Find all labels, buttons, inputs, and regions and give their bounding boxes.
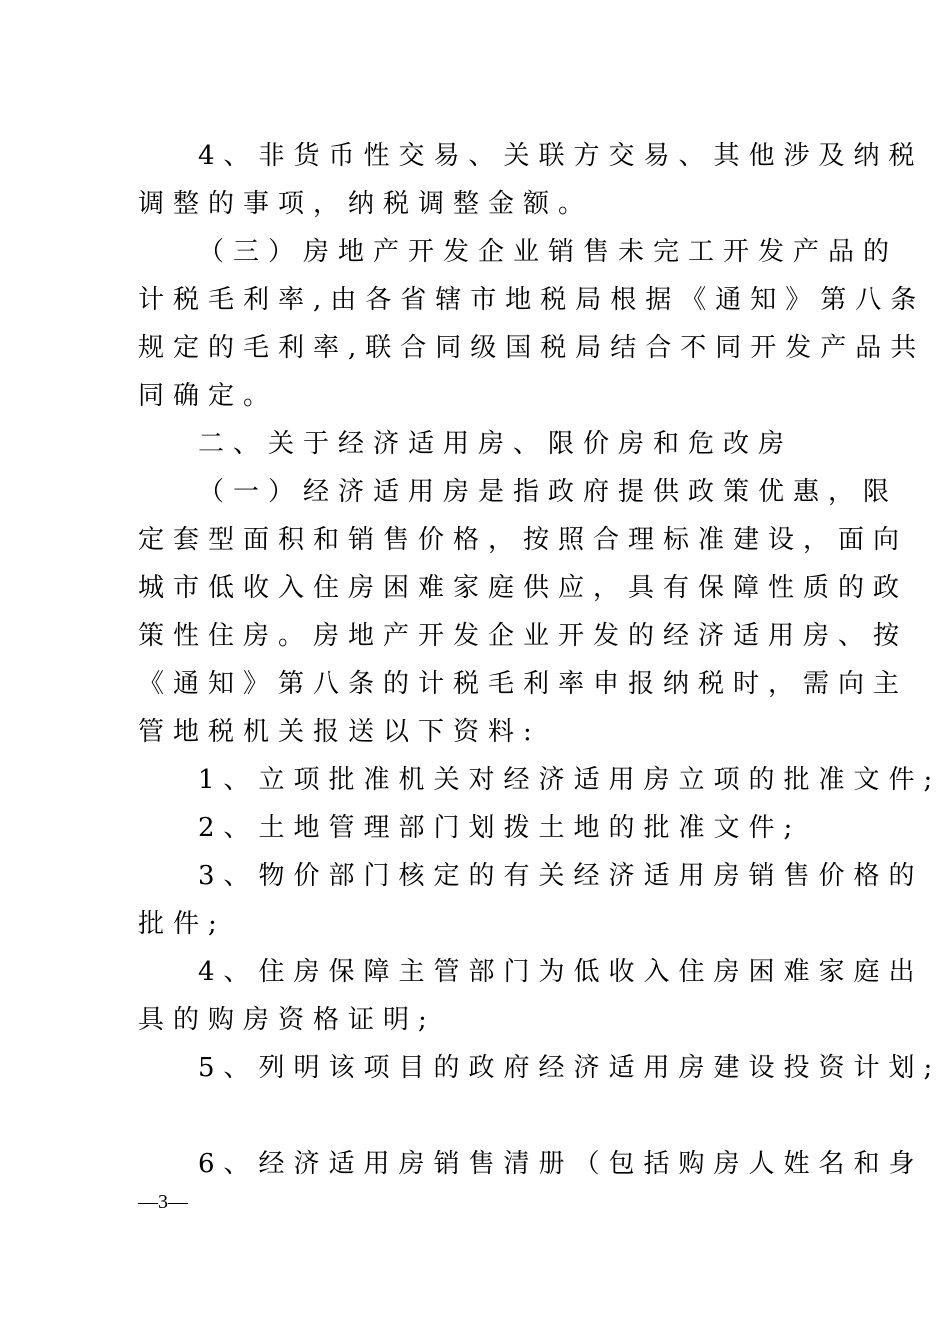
section-heading: 二、关于经济适用房、限价房和危改房 [198, 429, 794, 459]
list-item-1: 1、立项批准机关对经济适用房立项的批准文件; [198, 765, 942, 795]
list-item-3-cont: 批件; [138, 909, 226, 939]
text-line-11: 策性住房。房地产开发企业开发的经济适用房、按 [138, 621, 909, 651]
text-line-8: （一）经济适用房是指政府提供政策优惠，限 [198, 477, 899, 507]
text-line-13: 管地税机关报送以下资料: [138, 717, 541, 747]
text-line-2: 调整的事项，纳税调整金额。 [138, 189, 594, 219]
list-item-5: 5、列明该项目的政府经济适用房建设投资计划; [198, 1053, 942, 1083]
text-line-10: 城市低收入住房困难家庭供应，具有保障性质的政 [138, 573, 909, 603]
list-item-4: 4、住房保障主管部门为低收入住房困难家庭出 [198, 957, 924, 987]
text-line-12: 《通知》第八条的计税毛利率申报纳税时，需向主 [138, 669, 909, 699]
page-number: —3— [138, 1191, 188, 1213]
text-line-1: 4、非货币性交易、关联方交易、其他涉及纳税 [198, 141, 924, 171]
list-item-6: 6、经济适用房销售清册（包括购房人姓名和身 [198, 1149, 924, 1179]
text-line-3: （三）房地产开发企业销售未完工开发产品的 [198, 237, 899, 267]
text-line-4: 计税毛利率,由各省辖市地税局根据《通知》第八条 [138, 285, 926, 315]
text-line-5: 规定的毛利率,联合同级国税局结合不同开发产品共 [138, 333, 926, 363]
list-item-2: 2、土地管理部门划拨土地的批准文件; [198, 813, 802, 843]
list-item-4-cont: 具的购房资格证明; [138, 1005, 436, 1035]
text-line-9: 定套型面积和销售价格，按照合理标准建设，面向 [138, 525, 909, 555]
text-line-6: 同确定。 [138, 381, 279, 411]
list-item-3: 3、物价部门核定的有关经济适用房销售价格的 [198, 861, 924, 891]
